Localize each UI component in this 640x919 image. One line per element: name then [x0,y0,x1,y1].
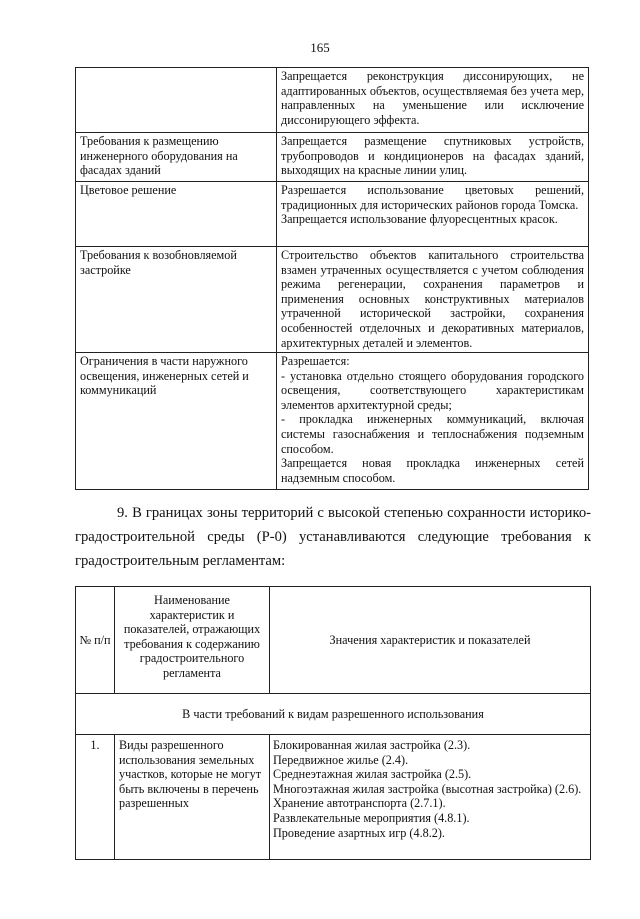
row-value [277,353,589,490]
table-row [76,353,589,490]
header-name: Наименование характеристик и показателей, отражающих требования к содержанию градостроительного регламента [115,587,270,694]
row-name [76,68,277,133]
row-number: 1. [76,735,115,860]
list-item: Передвижное жилье (2.4). [273,752,409,767]
row-name: Виды разрешенного использования земельных участков, которые не могут быть включены в перечень разрешенных [115,735,270,860]
table-row [76,68,589,133]
page-number: 165 [310,40,330,55]
zone-r0-requirements-table [75,586,591,860]
row-name: Цветовое решение [76,182,277,247]
table-row [76,247,589,353]
list-item: Хранение автотранспорта (2.7.1). [273,796,446,811]
list-item: Блокированная жилая застройка (2.3). [273,738,471,752]
value-text: Запрещается использование флуоресцентных красок. [281,212,558,227]
list-item: Проведение азартных игр (4.8.2). [273,825,445,840]
table-section-row [76,694,591,735]
row-value [277,68,589,133]
list-item: Многоэтажная жилая застройка (высотная застройка) (2.6). [273,781,582,796]
row-name: Ограничения в части наружного освещения, инженерных сетей и коммуникаций [76,353,277,490]
row-values [270,735,591,860]
header-number: № п/п [76,587,115,694]
value-text: Разрешается: [281,354,350,368]
table-row [76,735,591,860]
row-value [277,133,589,182]
row-value [277,247,589,353]
list-item: Среднеэтажная жилая застройка (2.5). [273,767,472,782]
header-value: Значения характеристик и показателей [270,587,591,694]
value-text: Строительство объектов капитального строительства взамен утраченных осуществляется с учетом соблюдения режима регенерации, сохранения параметров и применения основных конструктивных материалов утраченной исторической застройки, сохранения особенностей отделочных и декоративных материалов, архитектурных деталей и элементов. [281,248,584,350]
table-row [76,133,589,182]
paragraph-number: 9. [117,505,128,521]
list-item: Развлекательные мероприятия (4.8.1). [273,810,470,825]
paragraph-text: В границах зоны территорий с высокой степенью сохранности историко-градостроительной среды (Р-0) устанавливаются следующие требования к градостроительным регламентам: [75,505,591,569]
row-name: Требования к возобновляемой застройке [76,247,277,353]
section-title: В части требований к видам разрешенного использования [76,694,591,735]
row-name: Требования к размещению инженерного оборудования на фасадах зданий [76,133,277,182]
value-text: - прокладка инженерных коммуникаций, включая системы газоснабжения и теплоснабжения подземным способом. [281,412,584,456]
paragraph-9 [75,501,591,573]
value-text: Запрещается новая прокладка инженерных сетей надземным способом. [281,456,584,485]
value-text: Запрещается размещение спутниковых устройств, трубопроводов и кондиционеров на фасадах зданий, выходящих на красные линии улиц. [281,134,584,178]
requirements-table-continued [75,67,589,490]
table-header-row [76,587,591,694]
value-text: - установка отдельно стоящего оборудования городского освещения, соответствующего характеристикам элементов архитектурной среды; [281,368,584,412]
value-text: Запрещается реконструкция диссонирующих, не адаптированных объектов, осуществляемая без учета мер, направленных на уменьшение или исключение диссонирующего эффекта. [281,69,584,127]
value-text: Разрешается использование цветовых решений, традиционных для исторических районов города Томска. [281,183,584,212]
row-value [277,182,589,247]
table-row [76,182,589,247]
